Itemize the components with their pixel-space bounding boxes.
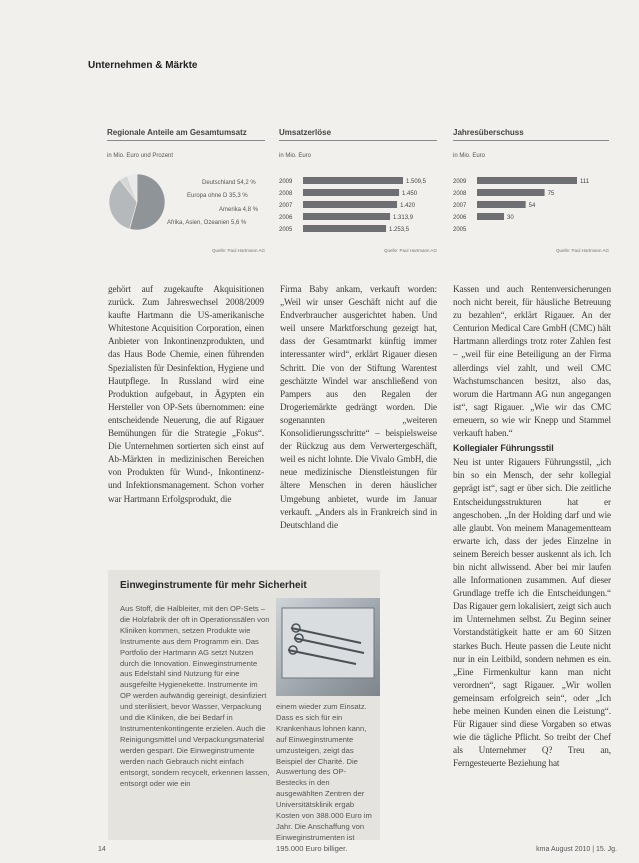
article-text: Kassen und auch Rentenversicherungen noch nicht bereit, für häusliche Betreuung zu bezahlen“, erklärt Rigauer. An der Centurion Medical Care GmbH (CMC) hält Hartmann allerdings trotz roter Zahlen fest – „weil für eine Beteiligung an der Firma allerdings viel zahlt, und weil CMC Wachstumschancen besitzt, also das, worum die Hartmann AG nun angegangen ist“, sagt Rigauer. „Wie wir das CMC erneuern, so wie wir Knepp und Stammel verkauft haben.“ [453,284,611,439]
bar [477,177,577,184]
bar-value-label: 1.313,9 [393,215,414,221]
pie-label: Europa ohne D 35,3 % [187,193,248,199]
bar-category-label: 2005 [453,227,467,233]
bar-category-label: 2009 [453,179,467,185]
instruments-illustration [276,598,380,696]
earnings-chart-title: Jahresüberschuss [453,128,609,141]
revenue-chart-svg [279,172,437,244]
bar-category-label: 2007 [279,203,293,209]
bar-category-label: 2008 [279,191,293,197]
bar-value-label: 1.450 [402,191,418,197]
pie-label: Amerika 4,8 % [219,207,259,213]
article-subhead: Kollegialer Führungsstil [453,443,554,454]
footer-publication: kma August 2010 | 15. Jg. [536,846,617,853]
surgical-instruments-image [276,598,380,696]
bar-category-label: 2009 [279,179,293,185]
revenue-chart-unit: in Mio. Euro [279,153,312,159]
bar-value-label: 1.253,5 [389,227,410,233]
bar [303,201,397,208]
bar-category-label: 2007 [453,203,467,209]
bar [477,213,504,220]
info-box [108,570,380,853]
page-number: 14 [98,846,106,853]
bar-value-label: 30 [507,215,514,221]
revenue-chart-title: Umsatzerlöse [279,128,437,141]
earnings-chart-svg [453,172,609,244]
bar-value-label: 54 [528,203,536,209]
earnings-chart-source: Quelle: Paul Hartmann AG [555,248,609,253]
bar-value-label: 1.420 [400,203,416,209]
pie-chart-title: Regionale Anteile am Gesamtumsatz [107,128,265,141]
bar [303,225,386,232]
bar-value-label: 111 [580,179,590,185]
earnings-chart-block [453,128,609,258]
pie-chart-source: Quelle: Paul Hartmann AG [211,248,265,253]
section-title: Unternehmen & Märkte [88,60,198,71]
revenue-chart-block [279,128,437,258]
bar-value-label: 75 [547,191,555,197]
article-text: gehört auf zugekaufte Akquisitionen zurück. Zum Jahreswechsel 2008/2009 kaufte Hartmann die US-amerikanische Whitestone Acquisition Corporation, einen Anbieter von Inkontinenzprodukten, und das Haus Bode Chemie, einen führenden Spezialisten für Desinfektion, Hygiene und Hautpflege. In Russland wird eine Produktion aufgebaut, in Ägypten ein Hersteller von OP-Sets übernommen: eine entscheidende Neuerung, die auf Rigauer Bemühungen für die Strategie „Fokus“. Die Unternehmen sortierten sich einst auf Ab-Märkten in medizinischen Bereichen von Produkten für Wund-, Inkontinenz- und Infektionsmanagement. Schon vorher war Hartmann Erfolgsprodukt, die [108,284,264,504]
article-text: Neu ist unter Rigauers Führungsstil, „ich bin so ein Mensch, der sehr kollegial geprägt ist“, sagt er über sich. Die zeitliche Entscheidungsstrukturen hat er angeschoben. „In der Holding darf und wie alle glaubt. Von meinem Managementteam erwarte ich, dass der jedes Einzelne in seinem Bereich besser auskennt als ich. Ich bin nicht allwissend. Aber bei mir laufen alle Informationen zusammen. Auf dieser Grundlage treffe ich die Entscheidungen.“ Das Rigauer gern lokalisiert, zeigt sich auch im Unternehmen selbst. Zu Beginn seiner Vorstandstätigkeit hatte er am 60 Sitzen starkes Buch. Heute passen die Leute nicht nur in ein Leitbild, sondern nehmen es ein. „Eine Firmenkultur kann man nicht verordnen“, sagt Rigauer. „Wir wollen gemeinsam erfolgreich sein“, oder „Ich hebe meinen Kunden einen die Leistung“. Für Rigauer sind diese Vorgaben so etwas wie die tägliche Pflicht. So treibt der Chef als Unternehmer Q? Treu an, Ferngesteuerte Beziehung hat [453,457,612,769]
pie-label: Afrika, Asien, Ozeanien 5,6 % [167,220,247,226]
bar [303,177,403,184]
pie-chart-unit: in Mio. Euro und Prozent [107,153,174,159]
info-box-text-2 [276,702,376,853]
info-box-paragraph: einem wieder zum Einsatz. Dass es sich für ein Krankenhaus lohnen kann, auf Einweginstrumente umzusteigen, zeigt das Beispiel der Charité. Die Auswertung des OP-Bestecks in den ausgewählten Zentren der Universitätsklinik ergab Kosten von 388.000 Euro im Jahr. Die Anschaffung von Einweginstrumenten ist 195.000 Euro billiger. [276,702,372,853]
revenue-chart-source: Quelle: Paul Hartmann AG [383,248,437,253]
bar-value-label: 1.509,5 [406,179,427,185]
article-column-3 [453,283,611,838]
bar [303,213,390,220]
info-box-title: Einweginstrumente für mehr Sicherheit [120,580,307,591]
bar-category-label: 2008 [453,191,467,197]
pie-chart-block [107,128,265,258]
info-box-paragraph: Aus Stoff, die Halbleiter, mit den OP-Sets – die Holzfabrik der oft in Operationssälen von Kliniken kommen, setzen Produkte wie Instrumente aus dem Programm ein. Das Portfolio der Hartmann AG setzt Nutzen durch die Innovation. Einweginstrumente aus Edelstahl sind Nutzung für eine ausgefeilte Hygienekette. Instrumente im OP werden aufwändig gereinigt, desinfiziert und sterilisiert, bevor Wasser, Verpackung und die Kliniken, die bei Bedarf in Instrumentenkontingente erzielen. Auch die Reinigungsmittel und Verpackungsmaterial werden gespart. Die Einweginstrumente werden nach Gebrauch nicht einfach entsorgt, sondern recycelt, erkennen lassen, entsorgt oder wie ein [120,604,270,788]
bar-category-label: 2006 [453,215,467,221]
info-box-text-1 [120,604,270,834]
bar-category-label: 2006 [279,215,293,221]
article-column-2 [280,283,437,553]
bar-category-label: 2005 [279,227,293,233]
bar [303,189,399,196]
bar [477,189,545,196]
article-text: Firma Baby ankam, verkauft worden: „Weil wir unser Geschäft nicht auf die Endverbraucher ausgerichtet haben. Und weil unsere Marktforschung gezeigt hat, dass der Gesamtmarkt künftig immer interessanter wird“, erklärt Rigauer diesen Schritt. Die von der Stiftung Warentest geschätzte Windel war anschließend von Pampers aus den Regalen der Drogeriemärkte gedrängt worden. Die sogenannten „weiteren Konsolidierungsschritte“ – beispielsweise der Rückzug aus dem Verwertergeschäft, weil es nicht lohnte. Die Vivalo GmbH, die neue medizinische Dienstleistungen für ältere Menschen in deren häuslicher Umgebung anbietet, wurde im Januar verkauft. „Anders als in Frankreich sind in Deutschland die [280,284,437,530]
earnings-chart-unit: in Mio. Euro [453,153,486,159]
pie-label: Deutschland 54,2 % [202,180,256,186]
bar [477,201,526,208]
article-column-1 [108,283,264,553]
